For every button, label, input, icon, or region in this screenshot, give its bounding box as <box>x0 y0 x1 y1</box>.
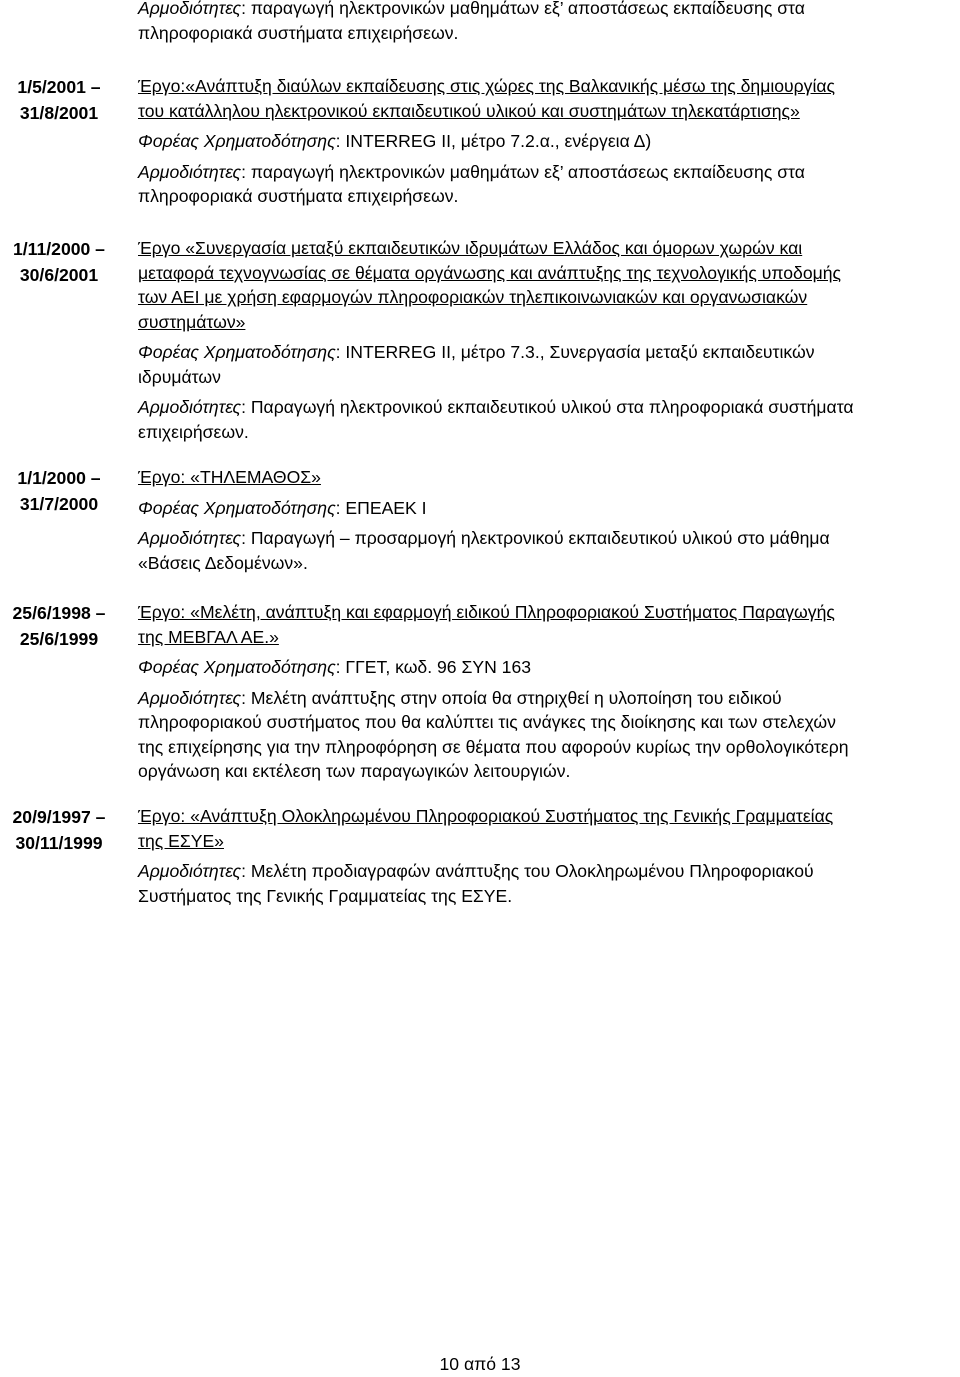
duties-text: : παραγωγή ηλεκτρονικών μαθημάτων εξ’ αποστάσεως εκπαίδευσης στα <box>241 0 805 18</box>
project-title-line-1: Έργο: «Μελέτη, ανάπτυξη και εφαρμογή ειδικού Πληροφοριακού Συστήματος Παραγωγής <box>138 602 835 622</box>
funding-label: Φορέας Χρηματοδότησης <box>138 342 336 362</box>
entry-content <box>138 74 958 209</box>
date-start: 1/5/2001 – <box>17 77 101 97</box>
duties-line-1 <box>138 160 958 185</box>
duties-line-2: πληροφοριακά συστήματα επιχειρήσεων. <box>138 186 459 206</box>
project-title-line-2: του κατάλληλου ηλεκτρονικού εκπαιδευτικού υλικού και συστημάτων τηλεκατάρτισης» <box>138 100 800 121</box>
funding-label: Φορέας Χρηματοδότησης <box>138 497 336 518</box>
top-fragment-content <box>138 0 958 45</box>
project-title-line-1: Έργο «Συνεργασία μεταξύ εκπαιδευτικών ιδρυμάτων Ελλάδος και όμορων χωρών και <box>138 238 803 258</box>
duties-line-1 <box>138 395 958 420</box>
duties-line-1 <box>138 526 958 551</box>
funding-label: Φορέας Χρηματοδότησης <box>138 131 336 151</box>
duties-text: : Μελέτη προδιαγραφών ανάπτυξης του Ολοκληρωμένου Πληροφοριακού <box>241 861 814 881</box>
project-title-line-1: Έργο: «Ανάπτυξη Ολοκληρωμένου Πληροφοριακού Συστήματος της Γενικής Γραμματείας <box>138 806 834 826</box>
entry-dates <box>0 600 118 652</box>
project-title-line-3: των ΑΕΙ με χρήση εφαρμογών πληροφοριακών τηλεπικοινωνιακών και οργανωσιακών <box>138 287 808 307</box>
duties-line-2: πληροφοριακού συστήματος που θα καλύπτει τις ανάγκες της διοίκησης και των στελεχών <box>138 712 836 732</box>
duties-text: : Μελέτη ανάπτυξης στην οποία θα στηριχθεί η υλοποίηση του ειδικού <box>241 687 782 708</box>
date-end: 31/7/2000 <box>19 494 99 514</box>
date-start: 20/9/1997 – <box>12 807 106 827</box>
funding-line-2: ιδρυμάτων <box>138 366 221 387</box>
entry-content <box>138 465 958 575</box>
project-title-line-2: μεταφορά τεχνογνωσίας σε θέματα οργάνωσης και ανάπτυξης της τεχνολογικής υποδομής <box>138 262 842 283</box>
entry-dates <box>0 74 118 126</box>
duties-label: Αρμοδιότητες <box>138 528 242 548</box>
entry-content <box>138 804 958 908</box>
duties-label: Αρμοδιότητες <box>138 397 242 417</box>
project-title-line-1: Έργο: «ΤΗΛΕΜΑΘΟΣ» <box>138 467 321 487</box>
top-duties-line-1 <box>138 0 958 21</box>
duties-line-1 <box>138 859 958 884</box>
project-title-line-2: της ΜΕΒΓΑΛ ΑΕ.» <box>138 626 279 647</box>
duties-line-3: της επιχείρησης για την πληροφόρηση σε θέματα που αφορούν κυρίως την ορθολογικότερη <box>138 736 849 757</box>
entry-dates <box>0 236 118 288</box>
project-title-line-4: συστημάτων» <box>138 311 246 332</box>
funding-text: : INTERREG II, μέτρο 7.3., Συνεργασία μεταξύ εκπαιδευτικών <box>335 342 815 362</box>
project-title-line-2: της ΕΣΥΕ» <box>138 830 224 851</box>
funding-line <box>138 655 958 680</box>
date-end: 30/11/1999 <box>15 833 103 853</box>
date-start: 25/6/1998 – <box>12 603 106 623</box>
funding-line <box>138 129 958 154</box>
funding-text: : ΕΠΕΑΕΚ Ι <box>335 497 427 518</box>
duties-label: Αρμοδιότητες <box>138 0 242 18</box>
date-end: 31/8/2001 <box>19 103 99 123</box>
duties-label: Αρμοδιότητες <box>138 687 242 708</box>
funding-line <box>138 496 958 521</box>
funding-label: Φορέας Χρηματοδότησης <box>138 657 336 677</box>
duties-line-2: Συστήματος της Γενικής Γραμματείας της ΕΣΥΕ. <box>138 885 513 906</box>
project-title-line-1: Έργο:«Ανάπτυξη διαύλων εκπαίδευσης στις χώρες της Βαλκανικής μέσω της δημιουργίας <box>138 76 836 96</box>
funding-text: : ΓΓΕΤ, κωδ. 96 ΣΥΝ 163 <box>335 657 532 677</box>
duties-label: Αρμοδιότητες <box>138 161 242 182</box>
funding-line-1 <box>138 340 958 365</box>
duties-line-2: επιχειρήσεων. <box>138 421 249 442</box>
duties-text: : Παραγωγή – προσαρμογή ηλεκτρονικού εκπαιδευτικού υλικού στο μάθημα <box>241 528 830 548</box>
duties-line-4: οργάνωση και εκτέλεση των παραγωγικών λειτουργιών. <box>138 761 571 781</box>
duties-text: : παραγωγή ηλεκτρονικών μαθημάτων εξ’ αποστάσεως εκπαίδευσης στα <box>241 161 805 182</box>
date-end: 30/6/2001 <box>19 265 99 285</box>
top-duties-line-2: πληροφοριακά συστήματα επιχειρήσεων. <box>138 22 459 43</box>
funding-text: : INTERREG II, μέτρο 7.2.α., ενέργεια Δ) <box>335 131 652 151</box>
page-number: 10 από 13 <box>439 1354 521 1374</box>
date-start: 1/11/2000 – <box>13 239 105 259</box>
date-end: 25/6/1999 <box>19 629 99 649</box>
entry-content <box>138 600 958 784</box>
date-start: 1/1/2000 – <box>17 468 101 488</box>
duties-text: : Παραγωγή ηλεκτρονικού εκπαιδευτικού υλικού στα πληροφοριακά συστήματα <box>241 397 854 417</box>
entry-dates <box>0 465 118 517</box>
duties-label: Αρμοδιότητες <box>138 861 242 881</box>
entry-content <box>138 236 958 444</box>
duties-line-2: «Βάσεις Δεδομένων». <box>138 552 308 573</box>
entry-dates <box>0 804 118 856</box>
duties-line-1 <box>138 686 958 711</box>
